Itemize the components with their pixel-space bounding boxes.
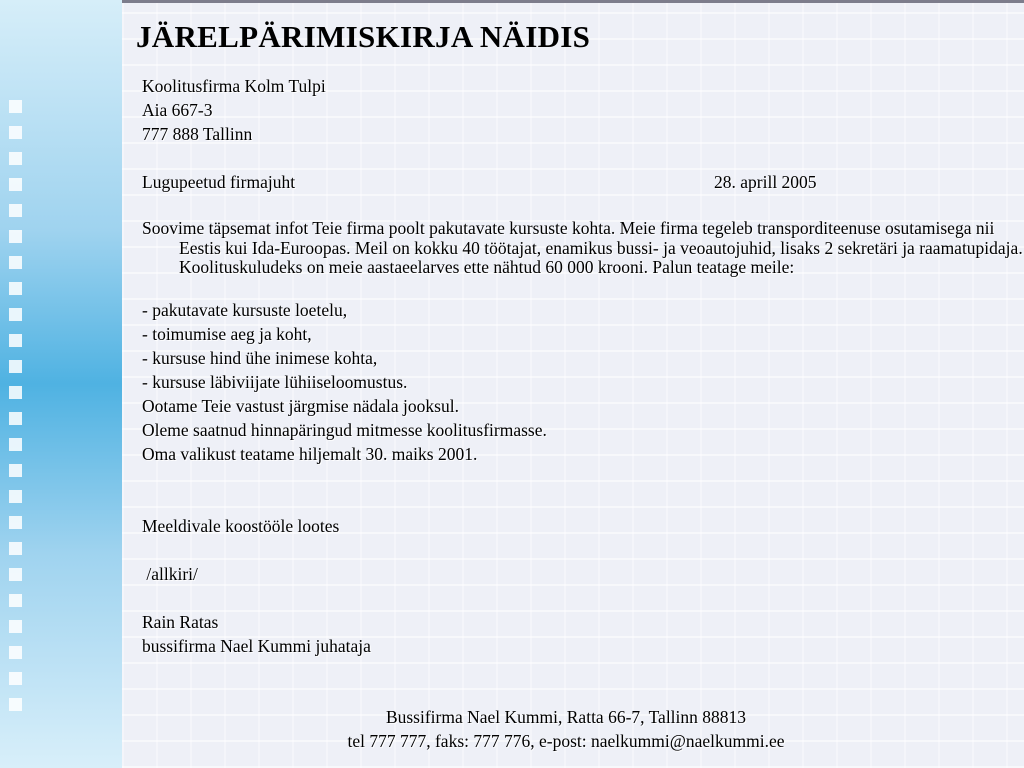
footer-contacts: tel 777 777, faks: 777 776, e-post: naelkummi@naelkummi.ee <box>347 731 785 751</box>
sign-off: Meeldivale koostööle lootes <box>142 516 340 536</box>
request-item: - kursuse hind ühe inimese kohta, <box>142 348 378 368</box>
body-paragraph: Soovime täpsemat infot Teie firma poolt pakutavate kursuste kohta. Meie firma tegeleb transporditeenuse osutamisega nii Eestis kui Ida-Euroopas. Meil on kokku 40 töötajat, enamikus bussi- ja veoautojuhid, lisaks 2 sekretäri ja raamatupidaja. Koolituskuludeks on meie aastaeelarves ette nähtud 60 000 krooni. Palun teatage meile: <box>142 218 1023 277</box>
sender-company: Koolitusfirma Kolm Tulpi <box>142 76 326 96</box>
signature: /allkiri/ <box>142 564 198 584</box>
sender-city: 777 888 Tallinn <box>142 124 253 144</box>
side-square-pattern <box>9 100 23 724</box>
request-item: - pakutavate kursuste loetelu, <box>142 300 348 320</box>
letter-date: 28. aprill 2005 <box>714 172 817 192</box>
signer-title: bussifirma Nael Kummi juhataja <box>142 636 371 656</box>
slide-content <box>122 0 1024 768</box>
closing-line: Ootame Teie vastust järgmise nädala jooksul. <box>142 396 459 416</box>
request-item: - kursuse läbiviijate lühiiseloomustus. <box>142 372 408 392</box>
request-item: - toimumise aeg ja koht, <box>142 324 312 344</box>
footer-address: Bussifirma Nael Kummi, Ratta 66-7, Tallinn 88813 <box>385 707 747 727</box>
side-decoration-band <box>0 0 122 768</box>
signer-name: Rain Ratas <box>142 612 219 632</box>
closing-line: Oma valikust teatame hiljemalt 30. maiks 2001. <box>142 444 478 464</box>
salutation: Lugupeetud firmajuht <box>142 172 296 192</box>
sender-street: Aia 667-3 <box>142 100 213 120</box>
page-title: JÄRELPÄRIMISKIRJA NÄIDIS <box>136 19 591 54</box>
closing-line: Oleme saatnud hinnapäringud mitmesse koolitusfirmasse. <box>142 420 547 440</box>
